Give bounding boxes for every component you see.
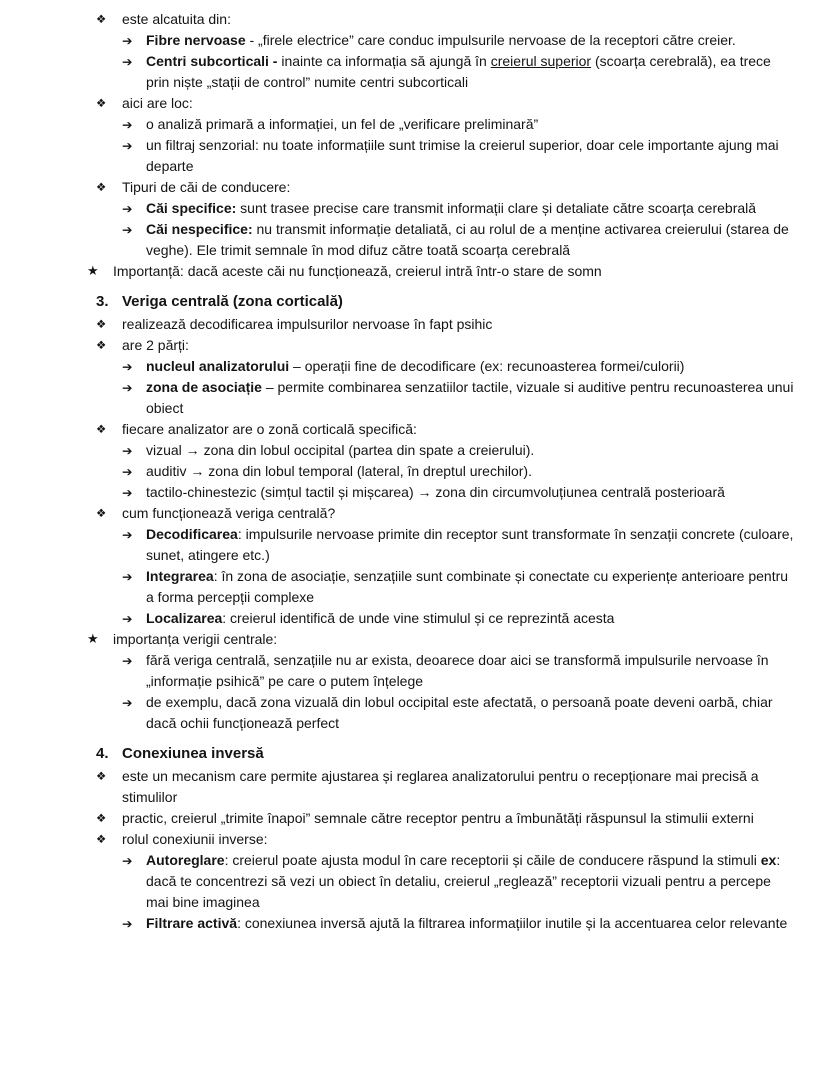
item-text: este alcatuita din: [122,11,231,27]
list-item [0,177,794,198]
list-item [0,566,794,608]
list-item [0,51,794,93]
heading-text: Conexiunea inversă [122,745,264,762]
diamond-bullet-icon: ❖ [96,422,107,436]
arrow-bullet-icon: ➔ [122,653,133,668]
arrow-bullet-icon: ➔ [122,485,133,500]
arrow-bullet-icon: ➔ [122,359,133,374]
arrow-bullet-icon: ➔ [122,33,133,48]
item-text: Decodificarea: impulsurile nervoase primite din receptor sunt transformate în senzații concrete (culoare, sunet, atingere etc.) [146,526,794,563]
item-text: rolul conexiunii inverse: [122,831,268,847]
star-bullet-icon: ★ [87,632,99,647]
item-text: zona de asociație – permite combinarea senzatiilor tactile, vizuale si auditive pentru recunoasterea unui obiect [146,379,794,416]
section-heading [0,291,794,312]
item-text: importanța verigii centrale: [113,631,278,647]
item-text: Filtrare activă: conexiunea inversă ajută la filtrarea informațiilor inutile și la accentuarea celor relevante [146,915,788,931]
list-item [0,808,794,829]
list-item [0,608,794,629]
arrow-bullet-icon: ➔ [122,853,133,868]
list-item [0,314,794,335]
list-item [0,766,794,808]
arrow-bullet-icon: ➔ [122,201,133,216]
diamond-bullet-icon: ❖ [96,12,107,26]
item-text: cum funcționează veriga centrală? [122,505,336,521]
list-item [0,9,794,30]
diamond-bullet-icon: ❖ [96,811,107,825]
list-item [0,30,794,51]
list-item [0,135,794,177]
item-text: Localizarea: creierul identifică de unde vine stimulul și ce reprezintă acesta [146,610,615,626]
list-item [0,377,794,419]
item-text: Autoreglare: creierul poate ajusta modul în care receptorii și căile de conducere răspund la stimuli ex: dacă te concentrezi să vezi un obiect în detaliu, creierul „reglează” receptorii vizuali pentru a percepe mai bine imaginea [146,852,781,910]
section-heading [0,743,794,764]
diamond-bullet-icon: ❖ [96,506,107,520]
arrow-bullet-icon: ➔ [122,138,133,153]
arrow-bullet-icon: ➔ [122,54,133,69]
item-text: Căi specifice: sunt trasee precise care transmit informații clare și detaliate către scoarța cerebrală [146,200,757,216]
list-item [0,829,794,850]
arrow-bullet-icon: ➔ [122,443,133,458]
item-text: un filtraj senzorial: nu toate informațiile sunt trimise la creierul superior, doar cele importante ajung mai departe [146,137,779,174]
arrow-bullet-icon: ➔ [122,527,133,542]
item-text: fără veriga centrală, senzațiile nu ar exista, deoarece doar aici se transformă impulsurile nervoase în „informație psihică” pe care o putem înțelege [146,652,769,689]
list-item [0,650,794,692]
heading-number: 3. [96,293,109,310]
diamond-bullet-icon: ❖ [96,180,107,194]
list-item [0,850,794,913]
item-text: Tipuri de căi de conducere: [122,179,291,195]
arrow-bullet-icon: ➔ [122,611,133,626]
diamond-bullet-icon: ❖ [96,832,107,846]
heading-number: 4. [96,745,109,762]
item-text: o analiză primară a informației, un fel de „verificare preliminară” [146,116,539,132]
list-item [0,419,794,440]
diamond-bullet-icon: ❖ [96,96,107,110]
list-item [0,198,794,219]
list-item [0,335,794,356]
item-text: Căi nespecifice: nu transmit informație detaliată, ci au rolul de a menține activarea creierului (starea de veghe). Ele trimit semnale în mod difuz către toată scoarța cerebrală [146,221,789,258]
item-text: fiecare analizator are o zonă corticală specifică: [122,421,417,437]
list-item [0,913,794,934]
list-item [0,356,794,377]
item-text: nucleul analizatorului – operații fine de decodificare (ex: recunoasterea formei/culorii) [146,358,685,374]
item-text: Integrarea: în zona de asociație, senzațiile sunt combinate și conectate cu experiențe anterioare pentru a forma percepții complexe [146,568,789,605]
star-bullet-icon: ★ [87,264,99,279]
list-item [0,440,794,461]
arrow-bullet-icon: ➔ [122,222,133,237]
item-text: tactilo-chinestezic (simțul tactil și mișcarea) → zona din circumvoluțiunea centrală posterioară [146,484,725,500]
list-item [0,503,794,524]
item-text: aici are loc: [122,95,193,111]
item-text: realizează decodificarea impulsurilor nervoase în fapt psihic [122,316,493,332]
list-item [0,114,794,135]
list-item [0,219,794,261]
heading-text: Veriga centrală (zona corticală) [122,293,343,310]
item-text: auditiv → zona din lobul temporal (lateral, în dreptul urechilor). [146,463,532,479]
diamond-bullet-icon: ❖ [96,769,107,783]
list-item [0,629,794,650]
arrow-bullet-icon: ➔ [122,569,133,584]
item-text: Importanță: dacă aceste căi nu funcționează, creierul intră într-o stare de somn [113,263,602,279]
arrow-bullet-icon: ➔ [122,380,133,395]
item-text: Fibre nervoase - „firele electrice” care conduc impulsurile nervoase de la receptori către creier. [146,32,736,48]
item-text: Centri subcorticali - inainte ca informația să ajungă în creierul superior (scoarța cerebrală), ea trece prin niște „stații de control” numite centri subcorticali [146,53,771,90]
item-text: practic, creierul „trimite înapoi” semnale către receptor pentru a îmbunătăți răspunsul la stimulii externi [122,810,754,826]
list-item [0,93,794,114]
arrow-bullet-icon: ➔ [122,916,133,931]
list-item [0,461,794,482]
list-item [0,261,794,282]
item-text: de exemplu, dacă zona vizuală din lobul occipital este afectată, o persoană poate deveni oarbă, chiar dacă ochii funcționează perfect [146,694,773,731]
diamond-bullet-icon: ❖ [96,317,107,331]
arrow-bullet-icon: ➔ [122,695,133,710]
diamond-bullet-icon: ❖ [96,338,107,352]
list-item [0,692,794,734]
list-item [0,524,794,566]
item-text: vizual → zona din lobul occipital (partea din spate a creierului). [146,442,535,458]
arrow-bullet-icon: ➔ [122,117,133,132]
item-text: are 2 părți: [122,337,189,353]
item-text: este un mecanism care permite ajustarea și reglarea analizatorului pentru o recepționare mai precisă a stimulilor [122,768,759,805]
arrow-bullet-icon: ➔ [122,464,133,479]
list-item [0,482,794,503]
